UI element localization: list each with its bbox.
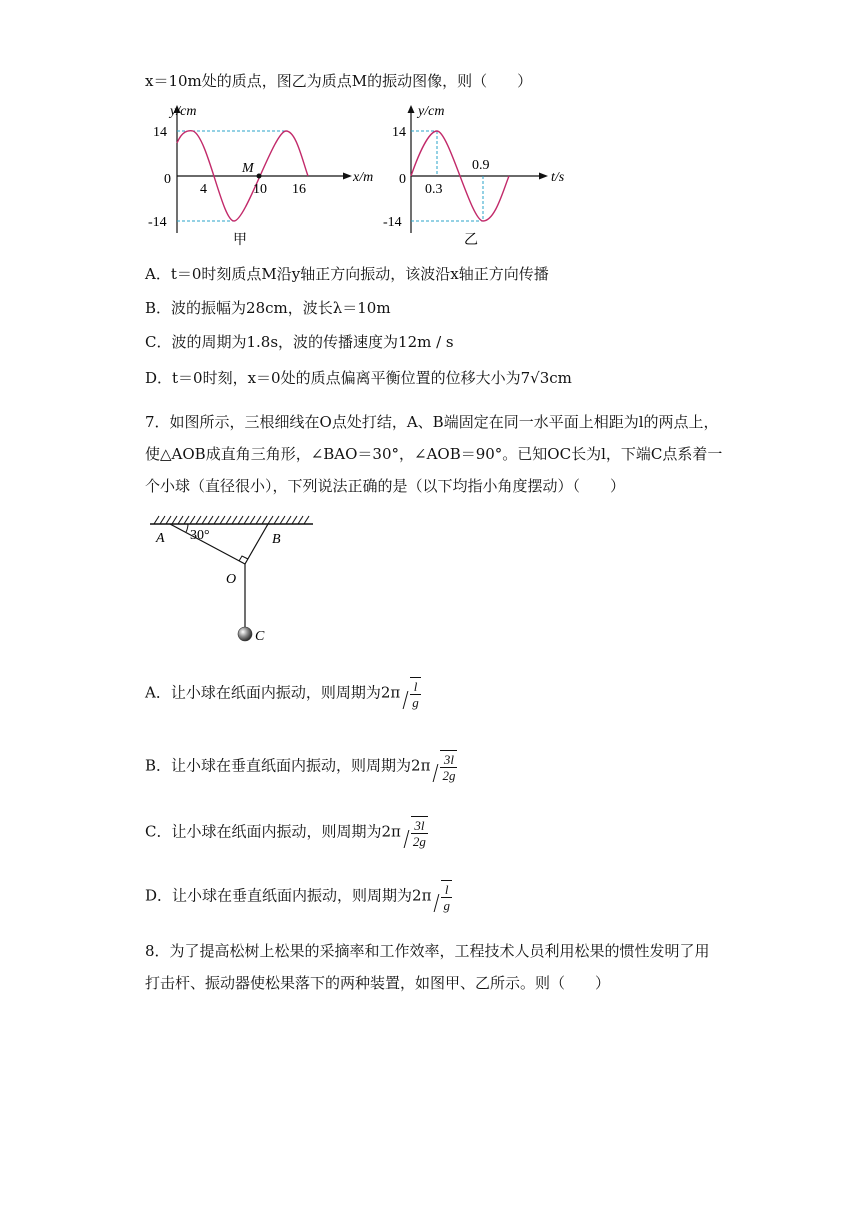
q6-option-b: B．波的振幅为28cm，波长λ＝10m [145, 299, 391, 317]
sqrt-expression [430, 750, 457, 783]
point-o-label: O [226, 572, 237, 587]
q7-line-1: 7．如图所示，三根细线在O点处打结，A、B端固定在同一水平面上相距为l的两点上， [145, 413, 719, 431]
yi-ytick-14: 14 [392, 125, 406, 140]
jia-ytick-14: 14 [153, 125, 167, 140]
frac-denominator: g [412, 695, 419, 710]
yi-ytick-0: 0 [399, 172, 406, 187]
q7-option-c [145, 816, 428, 849]
q6-option-a: A．t＝0时刻质点M沿y轴正方向振动，该波沿x轴正方向传播 [145, 265, 549, 283]
point-c-label: C [255, 629, 265, 644]
q8-line-2: 打击杆、振动器使松果落下的两种装置，如图甲、乙所示。则（ ） [145, 974, 611, 992]
jia-caption: 甲 [233, 232, 247, 248]
yi-xlabel: t/s [551, 170, 565, 185]
q7-option-a-text: A．让小球在纸面内振动，则周期为2π [145, 683, 401, 702]
jia-xtick-10: 10 [253, 182, 267, 197]
sqrt-expression [401, 816, 428, 849]
q6-option-d: D．t＝0时刻，x＝0处的质点偏离平衡位置的位移大小为7√3cm [145, 369, 572, 387]
jia-xtick-16: 16 [292, 182, 306, 197]
angle-label: 30° [190, 528, 210, 543]
q7-option-d [145, 880, 452, 913]
jia-ytick-neg14: -14 [148, 215, 167, 230]
q6-option-c: C．波的周期为1.8s，波的传播速度为12m / s [145, 333, 454, 351]
frac-numerator: 3l [411, 818, 428, 834]
q7-option-b [145, 750, 457, 783]
frac-denominator: 2g [442, 768, 456, 783]
frac-numerator: 3l [440, 752, 457, 768]
wave-graph-jia [148, 103, 390, 248]
jia-ytick-0: 0 [164, 172, 171, 187]
jia-xtick-4: 4 [200, 182, 207, 197]
q7-line-3: 个小球（直径很小），下列说法正确的是（以下均指小角度摆动）（ ） [145, 477, 626, 495]
q7-option-c-text: C．让小球在纸面内振动，则周期为2π [145, 822, 401, 841]
point-b-label: B [272, 532, 281, 547]
frac-denominator: 2g [412, 834, 426, 849]
q7-option-d-text: D．让小球在垂直纸面内振动，则周期为2π [145, 886, 432, 905]
sqrt-expression [400, 677, 421, 710]
q7-option-a [145, 677, 421, 710]
q8-line-1: 8．为了提高松树上松果的采摘率和工作效率，工程技术人员利用松果的惯性发明了用 [145, 942, 710, 960]
yi-ttick-03: 0.3 [425, 182, 443, 197]
yi-ytick-neg14: -14 [383, 215, 402, 230]
yi-caption: 乙 [464, 232, 478, 248]
frac-numerator: l [441, 882, 452, 898]
point-a-label: A [156, 531, 165, 546]
frac-denominator: g [443, 898, 450, 913]
frac-numerator: l [410, 679, 421, 695]
vibration-graph-yi [383, 103, 591, 248]
jia-xlabel: x/m [353, 170, 374, 185]
q7-option-b-text: B．让小球在垂直纸面内振动，则周期为2π [145, 756, 431, 775]
jia-point-m-label: M [242, 161, 254, 176]
pendulum-figure [148, 512, 328, 652]
q7-line-2: 使△AOB成直角三角形，∠BAO＝30°，∠AOB＝90°。已知OC长为l，下端C点系着一 [145, 445, 723, 463]
sqrt-expression [431, 880, 452, 913]
yi-ylabel: y/cm [418, 104, 445, 119]
yi-ttick-09: 0.9 [472, 158, 490, 173]
q6-intro: x＝10m处的质点，图乙为质点M的振动图像，则（ ） [145, 72, 533, 90]
jia-ylabel: y/cm [170, 104, 197, 119]
